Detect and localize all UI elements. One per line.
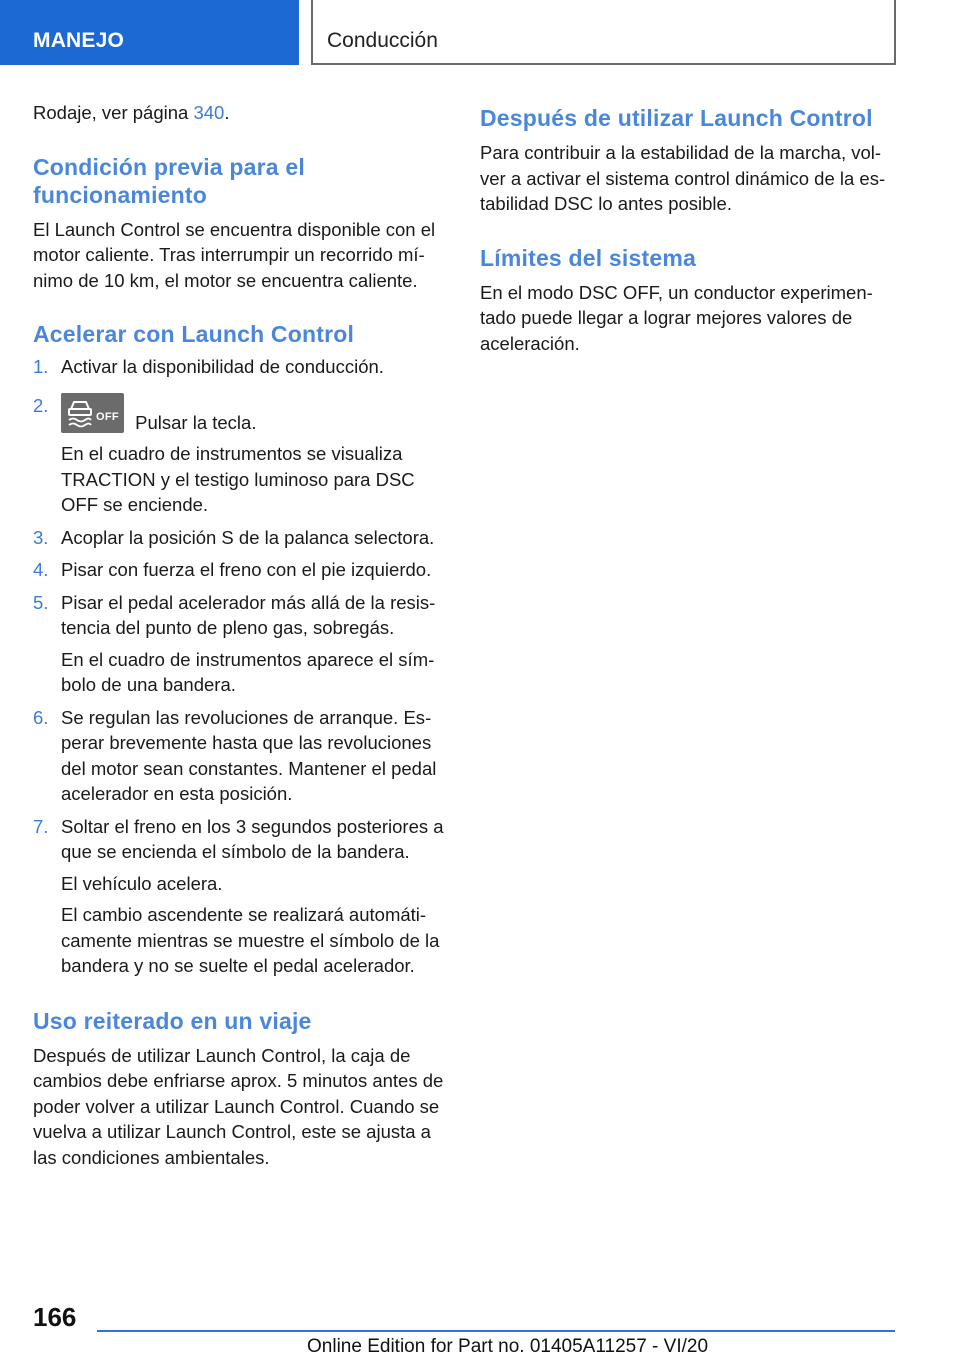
list-item (33, 387, 449, 518)
intro-text: Rodaje, ver página (33, 102, 194, 123)
footer-edition: Online Edition for Part no. 01405A11257 - VI/20 (307, 1336, 709, 1357)
list-item (33, 814, 449, 979)
repeat-body: Después de utilizar Launch Control, la caja de cambios debe enfriarse aprox. 5 minutos antes de poder volver a utilizar Launch Control. Cuando se vuelva a utilizar Launch Control, este se ajusta a las condiciones ambientales. (33, 1044, 444, 1168)
footer-divider (97, 1330, 895, 1332)
intro-paragraph (33, 100, 449, 126)
step-text: Pisar con fuerza el freno con el pie izquierdo. (61, 559, 432, 580)
list-item (33, 590, 449, 698)
step-number: 2. (33, 394, 49, 416)
step-note: El cambio ascendente se realizará automáticamente mientras se muestre el símbolo de la bandera y no se suelte el pedal acelerador. (61, 904, 440, 976)
step-note: El vehículo acelera. (61, 872, 223, 894)
header-chapter-tab (311, 0, 896, 65)
step-number: 7. (33, 815, 49, 837)
step-text: Pulsar la tecla. (135, 411, 257, 433)
after-body: Para contribuir a la estabilidad de la marcha, volver a activar el sistema control dinámico de la estabilidad DSC lo antes posible. (480, 142, 886, 214)
list-item (33, 557, 449, 583)
dsc-off-button-icon (61, 393, 124, 433)
step-text: Pisar el pedal acelerador más allá de la resistencia del punto de pleno gas, sobregás. (61, 591, 436, 638)
repeat-heading: Uso reiterado en un viaje (33, 1007, 312, 1034)
page-number: 166 (33, 1302, 77, 1332)
step-text: Activar la disponibilidad de conducción. (61, 356, 384, 377)
limits-heading: Límites del sistema (480, 244, 696, 271)
step-text: Acoplar la posición S de la palanca selectora. (61, 526, 435, 548)
steps-list (33, 354, 449, 979)
accelerate-heading: Acelerar con Launch Control (33, 321, 355, 347)
step-note: En el cuadro de instrumentos se visualiza TRACTION y el testigo luminoso para DSC OFF se enciende. (61, 443, 415, 515)
page-link[interactable]: 340 (193, 102, 225, 123)
precondition-heading: Condición previa para el funcionamiento (33, 153, 305, 208)
after-heading: Después de utilizar Launch Control (480, 105, 873, 131)
precondition-body: El Launch Control se encuentra disponible con el motor caliente. Tras interrumpir un recorrido mínimo de 10 km, el motor se encuentra caliente. (33, 218, 436, 291)
step-number: 3. (33, 526, 49, 548)
list-item (33, 705, 449, 807)
list-item (33, 525, 449, 551)
left-column (33, 100, 449, 1170)
intro-end: . (224, 102, 230, 123)
list-item (33, 354, 449, 380)
step-text: Soltar el freno en los 3 segundos posteriores a que se encienda el símbolo de la bandera. (61, 815, 444, 862)
step-number: 4. (33, 559, 49, 580)
step-note: En el cuadro de instrumentos aparece el símbolo de una bandera. (61, 648, 435, 695)
limits-body: En el modo DSC OFF, un conductor experimentado puede llegar a lograr mejores valores de aceleración. (480, 281, 873, 354)
step-number: 6. (33, 706, 49, 728)
step-number: 1. (33, 356, 49, 377)
header-section-tab (0, 0, 299, 65)
right-column (480, 100, 896, 356)
step-number: 5. (33, 591, 49, 613)
step-text: Se regulan las revoluciones de arranque. Esperar brevemente hasta que las revoluciones del motor sean constantes. Mantener el pedal acelerador en esta posición. (61, 706, 437, 804)
dsc-off-label: OFF (96, 410, 119, 423)
header-chapter-label: Conducción (327, 29, 438, 52)
header-section-label: MANEJO (33, 29, 125, 52)
